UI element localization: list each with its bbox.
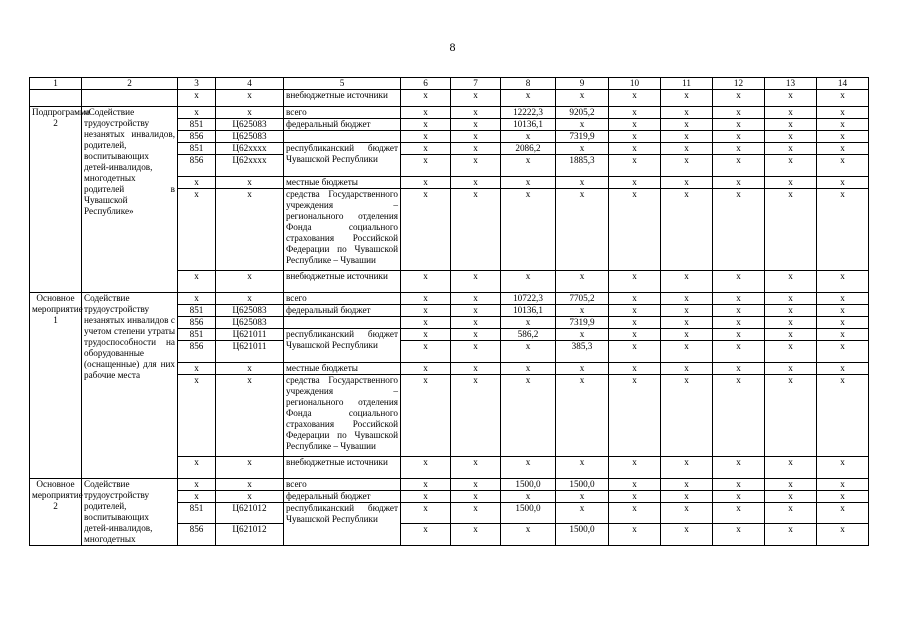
value-cell: х bbox=[501, 524, 556, 546]
value-cell: х bbox=[401, 329, 451, 341]
value-cell: х bbox=[817, 375, 869, 457]
value-cell: х bbox=[661, 363, 713, 375]
value-cell: х bbox=[765, 479, 817, 491]
value-cell: 1500,0 bbox=[556, 479, 609, 491]
csr-code: х bbox=[216, 375, 284, 457]
value-cell: х bbox=[713, 375, 765, 457]
value-cell: х bbox=[401, 155, 451, 177]
value-cell: х bbox=[609, 143, 661, 155]
program-description: Содействие трудоустройству незанятых инвалидов с учетом степени утраты трудоспособности на оборудованные (оснащенные) для них рабочие места bbox=[82, 293, 178, 479]
value-cell: х bbox=[817, 189, 869, 271]
value-cell: х bbox=[713, 503, 765, 524]
empty-cell bbox=[82, 90, 178, 107]
value-cell: х bbox=[401, 479, 451, 491]
gr-code: 851 bbox=[178, 143, 216, 155]
value-cell: х bbox=[765, 363, 817, 375]
value-cell: х bbox=[817, 107, 869, 119]
value-cell: х bbox=[817, 119, 869, 131]
col-header: 3 bbox=[178, 78, 216, 90]
value-cell: х bbox=[556, 363, 609, 375]
value-cell: х bbox=[661, 107, 713, 119]
value-cell: х bbox=[556, 90, 609, 107]
funding-source: внебюджетные источники bbox=[284, 271, 401, 293]
value-cell: х bbox=[765, 317, 817, 329]
gr-code: х bbox=[178, 189, 216, 271]
table-row bbox=[30, 293, 869, 305]
value-cell: х bbox=[609, 375, 661, 457]
col-header: 1 bbox=[30, 78, 82, 90]
value-cell: х bbox=[765, 131, 817, 143]
value-cell: х bbox=[713, 90, 765, 107]
value-cell: х bbox=[817, 479, 869, 491]
funding-source: всего bbox=[284, 293, 401, 305]
csr-code: х bbox=[216, 457, 284, 479]
funding-source: внебюджетные источники bbox=[284, 90, 401, 107]
value-cell: х bbox=[609, 491, 661, 503]
funding-source: всего bbox=[284, 479, 401, 491]
value-cell: х bbox=[765, 143, 817, 155]
col-header: 2 bbox=[82, 78, 178, 90]
funding-source: республиканский бюджет Чувашской Республики bbox=[284, 503, 401, 546]
value-cell: 1885,3 bbox=[556, 155, 609, 177]
csr-code: х bbox=[216, 479, 284, 491]
value-cell: х bbox=[765, 177, 817, 189]
program-description: Содействие трудоустройству родителей, воспитывающих детей-инвалидов, многодетных bbox=[82, 479, 178, 546]
value-cell: х bbox=[401, 524, 451, 546]
value-cell: х bbox=[451, 479, 501, 491]
value-cell: х bbox=[501, 189, 556, 271]
value-cell: х bbox=[451, 177, 501, 189]
value-cell: 10136,1 bbox=[501, 119, 556, 131]
col-header: 4 bbox=[216, 78, 284, 90]
csr-code: Ц62хххх bbox=[216, 155, 284, 177]
gr-code: 856 bbox=[178, 131, 216, 143]
csr-code: х bbox=[216, 177, 284, 189]
value-cell: х bbox=[401, 119, 451, 131]
table-row bbox=[30, 107, 869, 119]
value-cell: 586,2 bbox=[501, 329, 556, 341]
gr-code: 851 bbox=[178, 119, 216, 131]
value-cell: х bbox=[501, 155, 556, 177]
value-cell: х bbox=[501, 491, 556, 503]
value-cell: х bbox=[451, 155, 501, 177]
value-cell: х bbox=[451, 131, 501, 143]
program-name: Основное мероприятие 2 bbox=[30, 479, 82, 546]
value-cell: х bbox=[401, 271, 451, 293]
value-cell: х bbox=[765, 189, 817, 271]
value-cell: х bbox=[401, 90, 451, 107]
value-cell: х bbox=[501, 90, 556, 107]
value-cell: х bbox=[817, 524, 869, 546]
value-cell: х bbox=[661, 90, 713, 107]
col-header: 14 bbox=[817, 78, 869, 90]
value-cell: 2086,2 bbox=[501, 143, 556, 155]
value-cell: х bbox=[765, 305, 817, 317]
gr-code: 856 bbox=[178, 524, 216, 546]
gr-code: 856 bbox=[178, 155, 216, 177]
value-cell: х bbox=[713, 479, 765, 491]
value-cell: 1500,0 bbox=[501, 479, 556, 491]
table-row bbox=[30, 479, 869, 491]
value-cell: х bbox=[401, 305, 451, 317]
value-cell: 10722,3 bbox=[501, 293, 556, 305]
value-cell: х bbox=[556, 189, 609, 271]
value-cell: х bbox=[609, 479, 661, 491]
gr-code: х bbox=[178, 363, 216, 375]
value-cell: х bbox=[765, 107, 817, 119]
value-cell: х bbox=[765, 341, 817, 363]
value-cell: х bbox=[451, 329, 501, 341]
col-header: 7 bbox=[451, 78, 501, 90]
gr-code: 851 bbox=[178, 305, 216, 317]
value-cell: х bbox=[451, 119, 501, 131]
value-cell: х bbox=[556, 457, 609, 479]
csr-code: х bbox=[216, 271, 284, 293]
value-cell: 12222,3 bbox=[501, 107, 556, 119]
value-cell: х bbox=[661, 317, 713, 329]
value-cell: х bbox=[451, 524, 501, 546]
funding-source: местные бюджеты bbox=[284, 363, 401, 375]
value-cell: х bbox=[609, 90, 661, 107]
value-cell: х bbox=[765, 457, 817, 479]
csr-code: х bbox=[216, 293, 284, 305]
value-cell: х bbox=[713, 305, 765, 317]
value-cell: х bbox=[661, 189, 713, 271]
value-cell: х bbox=[713, 341, 765, 363]
value-cell: х bbox=[765, 271, 817, 293]
table-row bbox=[30, 90, 869, 107]
value-cell: х bbox=[661, 177, 713, 189]
gr-code: х bbox=[178, 479, 216, 491]
csr-code: х bbox=[216, 363, 284, 375]
value-cell: х bbox=[713, 143, 765, 155]
value-cell: х bbox=[661, 503, 713, 524]
funding-source: внебюджетные источники bbox=[284, 457, 401, 479]
value-cell: х bbox=[713, 329, 765, 341]
value-cell: х bbox=[661, 155, 713, 177]
value-cell: х bbox=[661, 131, 713, 143]
csr-code: Ц621011 bbox=[216, 341, 284, 363]
value-cell: х bbox=[401, 189, 451, 271]
value-cell: х bbox=[451, 375, 501, 457]
value-cell: х bbox=[609, 305, 661, 317]
value-cell: х bbox=[661, 479, 713, 491]
value-cell: х bbox=[713, 293, 765, 305]
gr-code: х bbox=[178, 90, 216, 107]
gr-code: 856 bbox=[178, 317, 216, 329]
value-cell: х bbox=[451, 341, 501, 363]
value-cell: х bbox=[817, 143, 869, 155]
value-cell: х bbox=[713, 271, 765, 293]
value-cell: х bbox=[713, 363, 765, 375]
value-cell: 10136,1 bbox=[501, 305, 556, 317]
value-cell: х bbox=[661, 457, 713, 479]
value-cell: х bbox=[451, 143, 501, 155]
value-cell: х bbox=[556, 305, 609, 317]
value-cell: х bbox=[817, 271, 869, 293]
value-cell: х bbox=[661, 341, 713, 363]
value-cell: х bbox=[401, 341, 451, 363]
col-header: 9 bbox=[556, 78, 609, 90]
value-cell: х bbox=[765, 491, 817, 503]
value-cell: х bbox=[817, 457, 869, 479]
col-header: 11 bbox=[661, 78, 713, 90]
page-number: 8 bbox=[449, 40, 456, 54]
value-cell: х bbox=[661, 305, 713, 317]
csr-code: Ц625083 bbox=[216, 131, 284, 143]
value-cell: х bbox=[817, 90, 869, 107]
csr-code: Ц62хххх bbox=[216, 143, 284, 155]
funding-source: республиканский бюджет Чувашской Республики bbox=[284, 329, 401, 363]
value-cell: х bbox=[451, 457, 501, 479]
value-cell: х bbox=[556, 271, 609, 293]
col-header: 8 bbox=[501, 78, 556, 90]
value-cell: 7319,9 bbox=[556, 131, 609, 143]
value-cell: х bbox=[609, 155, 661, 177]
gr-code: х bbox=[178, 177, 216, 189]
value-cell: х bbox=[817, 155, 869, 177]
gr-code: х bbox=[178, 457, 216, 479]
value-cell: х bbox=[661, 329, 713, 341]
col-header: 5 bbox=[284, 78, 401, 90]
value-cell: х bbox=[713, 491, 765, 503]
funding-source: федеральный бюджет bbox=[284, 491, 401, 503]
csr-code: х bbox=[216, 189, 284, 271]
value-cell: х bbox=[401, 491, 451, 503]
value-cell: х bbox=[817, 329, 869, 341]
funding-source: местные бюджеты bbox=[284, 177, 401, 189]
col-header: 6 bbox=[401, 78, 451, 90]
value-cell: х bbox=[451, 189, 501, 271]
program-name: Подпрограмма 2 bbox=[30, 107, 82, 293]
value-cell: х bbox=[817, 363, 869, 375]
value-cell: х bbox=[451, 363, 501, 375]
value-cell: х bbox=[713, 155, 765, 177]
csr-code: Ц625083 bbox=[216, 317, 284, 329]
csr-code: Ц621012 bbox=[216, 524, 284, 546]
gr-code: х bbox=[178, 271, 216, 293]
value-cell: х bbox=[609, 271, 661, 293]
value-cell: х bbox=[609, 317, 661, 329]
value-cell: х bbox=[401, 143, 451, 155]
value-cell: х bbox=[713, 107, 765, 119]
value-cell: х bbox=[451, 305, 501, 317]
gr-code: х bbox=[178, 375, 216, 457]
value-cell: х bbox=[817, 341, 869, 363]
value-cell: х bbox=[451, 293, 501, 305]
value-cell: х bbox=[817, 131, 869, 143]
value-cell: х bbox=[713, 457, 765, 479]
value-cell: х bbox=[401, 363, 451, 375]
value-cell: х bbox=[713, 131, 765, 143]
value-cell: х bbox=[765, 329, 817, 341]
value-cell: х bbox=[401, 177, 451, 189]
value-cell: х bbox=[401, 457, 451, 479]
value-cell: х bbox=[609, 329, 661, 341]
csr-code: х bbox=[216, 90, 284, 107]
funding-source: средства Государственного учреждения – регионального отделения Фонда социального страхования Российской Федерации по Чувашской Республике – Чувашии bbox=[284, 375, 401, 457]
value-cell: х bbox=[609, 131, 661, 143]
value-cell: х bbox=[556, 177, 609, 189]
gr-code: 851 bbox=[178, 329, 216, 341]
csr-code: Ц625083 bbox=[216, 119, 284, 131]
budget-table bbox=[29, 77, 869, 546]
value-cell: х bbox=[713, 189, 765, 271]
value-cell: х bbox=[609, 363, 661, 375]
value-cell: х bbox=[401, 375, 451, 457]
value-cell: х bbox=[817, 491, 869, 503]
value-cell: х bbox=[556, 375, 609, 457]
value-cell: х bbox=[451, 90, 501, 107]
csr-code: Ц621011 bbox=[216, 329, 284, 341]
funding-source: всего bbox=[284, 107, 401, 119]
program-description: «Содействие трудоустройству незанятых инвалидов, родителей, воспитывающих детей-инвалидов, многодетных родителей в Чувашской Республике» bbox=[82, 107, 178, 293]
csr-code: х bbox=[216, 107, 284, 119]
value-cell: х bbox=[609, 177, 661, 189]
value-cell: х bbox=[765, 503, 817, 524]
value-cell: х bbox=[556, 503, 609, 524]
value-cell: х bbox=[713, 524, 765, 546]
value-cell: х bbox=[661, 375, 713, 457]
value-cell: х bbox=[661, 271, 713, 293]
value-cell: 7705,2 bbox=[556, 293, 609, 305]
value-cell: х bbox=[556, 491, 609, 503]
csr-code: Ц621012 bbox=[216, 503, 284, 524]
value-cell: х bbox=[556, 119, 609, 131]
gr-code: 856 bbox=[178, 341, 216, 363]
value-cell: х bbox=[609, 293, 661, 305]
value-cell: х bbox=[713, 119, 765, 131]
col-header: 12 bbox=[713, 78, 765, 90]
value-cell: х bbox=[765, 524, 817, 546]
value-cell: х bbox=[661, 143, 713, 155]
value-cell: х bbox=[609, 524, 661, 546]
value-cell: х bbox=[661, 491, 713, 503]
value-cell: 7319,9 bbox=[556, 317, 609, 329]
value-cell: х bbox=[501, 363, 556, 375]
value-cell: х bbox=[609, 189, 661, 271]
value-cell: х bbox=[451, 503, 501, 524]
col-header: 10 bbox=[609, 78, 661, 90]
value-cell: х bbox=[661, 524, 713, 546]
csr-code: х bbox=[216, 491, 284, 503]
funding-source bbox=[284, 131, 401, 143]
gr-code: х bbox=[178, 293, 216, 305]
value-cell: х bbox=[765, 375, 817, 457]
value-cell: х bbox=[451, 317, 501, 329]
value-cell: х bbox=[817, 305, 869, 317]
value-cell: х bbox=[817, 293, 869, 305]
value-cell: х bbox=[713, 317, 765, 329]
program-name: Основное мероприятие 1 bbox=[30, 293, 82, 479]
funding-source: федеральный бюджет bbox=[284, 119, 401, 131]
value-cell: 1500,0 bbox=[501, 503, 556, 524]
funding-source: средства Государственного учреждения – регионального отделения Фонда социального страхования Российской Федерации по Чувашской Республике – Чувашии bbox=[284, 189, 401, 271]
value-cell: х bbox=[556, 329, 609, 341]
value-cell: х bbox=[817, 503, 869, 524]
empty-cell bbox=[30, 90, 82, 107]
value-cell: х bbox=[817, 317, 869, 329]
funding-source: федеральный бюджет bbox=[284, 305, 401, 317]
gr-code: х bbox=[178, 107, 216, 119]
value-cell: х bbox=[501, 177, 556, 189]
value-cell: х bbox=[609, 341, 661, 363]
value-cell: 1500,0 bbox=[556, 524, 609, 546]
funding-source: республиканский бюджет Чувашской Республики bbox=[284, 143, 401, 177]
csr-code: Ц625083 bbox=[216, 305, 284, 317]
value-cell: х bbox=[501, 341, 556, 363]
value-cell: х bbox=[401, 131, 451, 143]
value-cell: х bbox=[765, 119, 817, 131]
value-cell: х bbox=[501, 317, 556, 329]
col-header: 13 bbox=[765, 78, 817, 90]
value-cell: х bbox=[713, 177, 765, 189]
header-row bbox=[30, 78, 869, 90]
value-cell: х bbox=[501, 457, 556, 479]
value-cell: х bbox=[765, 155, 817, 177]
value-cell: х bbox=[609, 107, 661, 119]
value-cell: х bbox=[501, 271, 556, 293]
value-cell: х bbox=[401, 293, 451, 305]
value-cell: х bbox=[401, 107, 451, 119]
value-cell: х bbox=[609, 119, 661, 131]
value-cell: х bbox=[451, 271, 501, 293]
value-cell: х bbox=[609, 457, 661, 479]
value-cell: х bbox=[401, 503, 451, 524]
value-cell: 385,3 bbox=[556, 341, 609, 363]
value-cell: х bbox=[451, 491, 501, 503]
value-cell: х bbox=[765, 90, 817, 107]
value-cell: х bbox=[661, 119, 713, 131]
value-cell: х bbox=[556, 143, 609, 155]
value-cell: х bbox=[661, 293, 713, 305]
value-cell: х bbox=[501, 375, 556, 457]
gr-code: х bbox=[178, 491, 216, 503]
value-cell: х bbox=[501, 131, 556, 143]
value-cell: х bbox=[401, 317, 451, 329]
value-cell: х bbox=[817, 177, 869, 189]
gr-code: 851 bbox=[178, 503, 216, 524]
value-cell: х bbox=[451, 107, 501, 119]
value-cell: х bbox=[765, 293, 817, 305]
funding-source bbox=[284, 317, 401, 329]
value-cell: 9205,2 bbox=[556, 107, 609, 119]
value-cell: х bbox=[609, 503, 661, 524]
